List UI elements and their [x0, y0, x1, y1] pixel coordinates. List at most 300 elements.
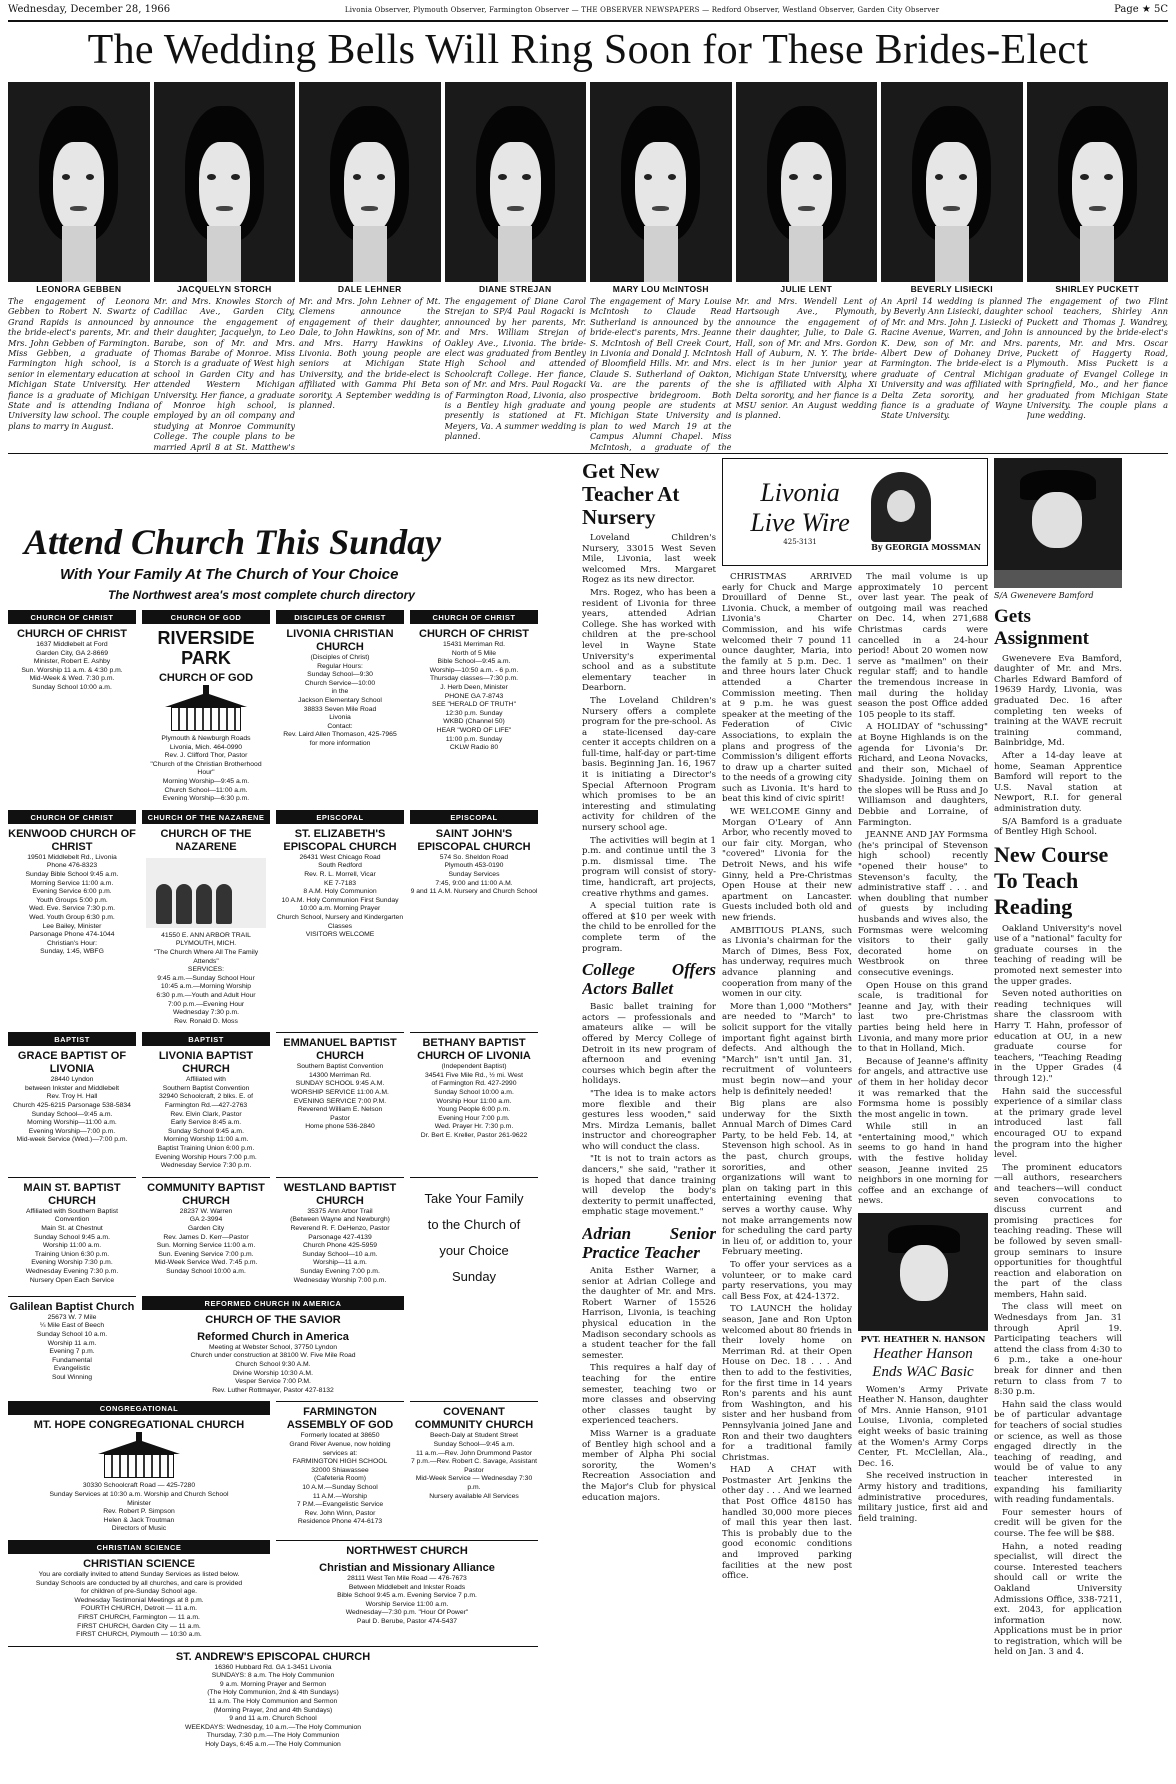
church-detail: 38833 Seven Mile Road	[303, 705, 377, 713]
church-name: WESTLAND BAPTIST CHURCH	[283, 1181, 397, 1207]
church-listing	[142, 810, 270, 1027]
paragraph: Hahn said the successful experience of a similar class at the primary grade level introduced last fall encouraged OU to expand the program into the higher level.	[994, 1086, 1122, 1161]
hanson-headline: Heather Hanson Ends WAC Basic	[872, 1345, 974, 1380]
church-category: CONGREGATIONAL	[8, 1402, 270, 1415]
bride-name: JACQUELYN STORCH	[176, 284, 272, 294]
church-detail: 28111 West Ten Mile Road — 476-7673	[347, 1574, 467, 1582]
bride-photo	[736, 82, 878, 282]
church-detail: Wednesday Evening 7:30 p.m.	[25, 1267, 119, 1275]
bride-story: Mr. and Mrs. Knowles Storch of Cadillac Ave., Garden City, announce the engagement of their daughter, Jacquelyn, to Leo Barabe, son of Mr. and Mrs. Thomas Barabe of Monroe. Miss Storch is a graduate of West high school in Garden City and has attended Western Michigan University. Her fiance, a graduate of Monroe high school, is employed by an oil company and studying at Monroe Community College. The couple plans to be married April 8 at St. Matthew's	[153, 296, 295, 452]
paragraph: CHRISTMAS ARRIVED early for Chuck and Marge Drouillard of Denne St., Livonia. Chuck, a member of Livonia's Charter Commission, and his wife welcomed their 7 pound 11 ounce daughter, Maria, into the family at 5 p.m. Dec. 1 and three hours later Chuck attended a Charter Commission meeting. Then at 9 p.m. he was guest speaker at the meeting of the Federation of Civic Associations, to explain the plans and progress of the Commission's diligent efforts to draw up a charter suited to the needs of a growing city such as Livonia. It's hard to beat this kind of civic spirit!	[722, 572, 852, 805]
church-detail: 25673 W. 7 Mile	[47, 1313, 97, 1321]
church-detail: Wednesday—7:30 p.m. "Hour Of Power"	[345, 1609, 469, 1617]
paragraph: "It is not to train actors as dancers," she said, "rather it is hoped that dance training will develop the body's dexterity to permit unaffected, emphatic stage movement."	[582, 1154, 716, 1218]
church-detail: Morning Service 11:00 a.m.	[30, 879, 114, 887]
bride-story: The engagement of Leonora Gebben to Robert N. Swartz of Grand Rapids is announced by the bride-elect's parents, Mr. and Mrs. John Gebben of Farmington. Miss Gebben, a graduate of Farmington high school, is a senior in elementary education at Michigan State University. Her fiance is a graduate of Michigan State and is attending Indiana University law school. The couple plans to marry in August.	[8, 296, 150, 431]
church-detail: Southern Baptist Convention	[296, 1063, 384, 1071]
church-detail: Rev. Elvin Clark, Pastor	[170, 1110, 242, 1118]
photo-part	[1080, 174, 1088, 180]
drawing-part	[171, 707, 241, 731]
church-detail: Thursday classes—7:30 p.m.	[429, 675, 519, 683]
columnist-photo	[871, 472, 931, 542]
church-detail: Wed. Prayer Hr. 7:30 p.m.	[434, 1123, 514, 1131]
church-category: REFORMED CHURCH IN AMERICA	[142, 1297, 404, 1310]
church-building-drawing	[94, 1436, 184, 1478]
church-detail: Wednesday Worship 7:00 p.m.	[293, 1276, 387, 1284]
church-detail: Formerly located at 38650	[300, 1432, 380, 1440]
live-wire-column	[722, 458, 988, 1776]
bride-photo	[8, 82, 150, 282]
church-detail: PLYMOUTH, MICH.	[175, 940, 237, 948]
church-detail: Contact:	[327, 722, 353, 730]
church-detail: Mid-Week Service Wed. 7:45 p.m.	[154, 1259, 258, 1267]
paragraph: Women's Army Private Heather N. Hanson, daughter of Mrs. Annie Hanson, 9101 Louise, Livonia, completed eight weeks of basic training at the Women's Army Corps Center, Ft. McClellan, Ala., Dec. 16.	[858, 1384, 988, 1469]
photo-part	[498, 226, 532, 282]
church-detail: Bible School 9:45 a.m. Evening Service 7 p.m.	[337, 1592, 477, 1600]
church-name: CHURCH OF THE SAVIOR	[205, 1313, 341, 1326]
church-detail: Sunday School 9:45 a.m.	[34, 1233, 110, 1241]
church-name: NORTHWEST CHURCH	[346, 1544, 468, 1557]
church-detail: Evangelistic	[53, 1365, 91, 1373]
right-column	[994, 458, 1122, 1776]
photo-part	[1104, 174, 1112, 180]
church-detail: SUNDAYS: 8 a.m. The Holy Communion	[211, 1672, 335, 1680]
paragraph: Mrs. Rogez, who has been a resident of Livonia for three years, attended Adrian College. She has worked with children at the pre-school level in Wayne State University's experimental school and as a substitute elementary teacher in Dearborn.	[582, 587, 716, 694]
church-detail: Rev. James D. Kerr—Pastor	[163, 1233, 249, 1241]
bride-story: The engagement of Diane Carol Strejan to SP/4 Paul Rogacki is announced by her parents, Mr. and Mrs. William Strejan of Oakley Ave., Livonia. The bride-elect was graduated from Bentley High School and attended Schoolcraft College. Her fiance, son of Mr. and Mrs. Paul Rogacki of Farmington Road, Livonia, also is a Bentley high graduate and presently is stationed at Ft. Meyers, Va. A summer wedding is planned.	[444, 296, 586, 442]
church-listing	[142, 610, 270, 804]
church-listing	[410, 1177, 538, 1290]
church-detail: 7:45, 9:00 and 11:00 A.M.	[435, 879, 513, 887]
church-listing	[276, 1032, 404, 1171]
church-detail: Wednesday Testimonial Meetings at 8 p.m.	[74, 1596, 204, 1604]
photo-part	[781, 142, 832, 234]
bride-name: JULIE LENT	[780, 284, 833, 294]
paragraph: "The idea is to make actors more flexible and their gestures less wooden," said Mrs. Mirdza Lemanis, ballet instructor and choreographer who will conduct the class.	[582, 1088, 716, 1152]
paragraph: S/A Bamford is a graduate of Bentley High School.	[994, 816, 1122, 838]
photo-part	[207, 226, 241, 282]
church-detail: Church Phone 425-5959	[302, 1242, 378, 1250]
paragraph: Hahn, a noted reading specialist, will direct the course. Interested teachers should call or write the Oakland University Admissions Office, 338-7211, ext. 2043, for application information now. Applications must be in prior to registration, which will be held on Jan. 3 and 4.	[994, 1541, 1122, 1658]
church-detail: Holy Days, 6:45 a.m.—The Holy Communion	[205, 1741, 341, 1749]
photo-part	[522, 174, 530, 180]
paragraph: HAD A CHAT with Postmaster Art Jenkins the other day . . . And we learned that Post Office 48150 has handled 30,000 more pieces of mail this year then last. This is probably due to the good economic conditions and improved parking facilities at the new post office.	[722, 1465, 852, 1582]
church-name: CHURCH OF CHRIST	[419, 628, 529, 640]
church-listing	[8, 610, 136, 804]
church-detail: 14300 Merriman Rd.	[309, 1071, 371, 1079]
church-name: KENWOOD CHURCH OF CHRIST	[8, 827, 136, 853]
paragraph: While still in an "entertaining mood," which seems to go hand in hand with the festive holiday season, Jeanne invited 25 neighbors in one morning for coffee and an exchange of news.	[858, 1122, 988, 1207]
church-name: CHURCH OF THE NAZARENE	[160, 827, 252, 853]
page-number: Page ★ 5C	[1114, 4, 1168, 15]
church-listing	[8, 1177, 136, 1290]
church-detail: Church School 9:30 A.M.	[235, 1361, 311, 1368]
church-listing	[8, 1540, 270, 1640]
church-name: GRACE BAPTIST OF LIVONIA	[17, 1050, 127, 1076]
church-detail: FARMINGTON HIGH SCHOOL	[292, 1458, 388, 1466]
church-category: CHURCH OF CHRIST	[410, 611, 538, 624]
church-detail: Sunday Schools are conducted by all churches, and care is provided	[35, 1579, 243, 1587]
paragraph: The Loveland Children's Nursery offers a complete program for the pre-school. As a state-licensed day-care center it accepts children on a full-time, half-day or part-time basis. Beginning Jan. 16, 1967 it is initiating a Director's Special Afternoon Program which promises to be an interesting and stimulating activity for children of the nursery school age.	[582, 695, 716, 834]
church-name: COMMUNITY BAPTIST CHURCH	[147, 1181, 265, 1207]
church-detail: KE 7-7183	[323, 879, 357, 887]
bride-story: Mr. and Mrs. John Lehner of Mt. Clemens announce the engagement of their daughter, Dale, to John Hawkins, son of Mr. and Mrs. Harry Hawkins of Livonia. Both young people are seniors at Michigan State University, and the bride-elect is affiliated with Gamma Phi Beta sorority. A September wedding is planned.	[299, 296, 441, 411]
church-detail: Garden City, GA 2-8669	[35, 649, 109, 657]
church-detail: Evening Worship Hours 7:00 p.m.	[155, 1153, 257, 1161]
church-detail: 7:00 p.m.—Evening Hour	[167, 1000, 245, 1008]
church-category: EPISCOPAL	[276, 811, 404, 824]
church-listing	[410, 1401, 538, 1534]
paragraph: Oakland University's novel use of a "national" faculty for graduate courses in the teaching of reading will be promoted next semester into the upper grades.	[994, 923, 1122, 987]
church-detail: Baptist Training Union 6:00 p.m.	[157, 1145, 255, 1153]
church-detail: "Church of the Christian Brotherhood Hour"	[150, 760, 262, 777]
church-detail: 32940 Schoolcraft, 2 blks. E. of	[158, 1093, 254, 1101]
tagline-line: Take Your Family	[424, 1190, 524, 1206]
church-detail: (The Holy Communion, 2nd & 4th Sundays)	[207, 1689, 339, 1697]
live-wire-col2	[858, 572, 988, 1776]
church-detail: Morning Worship—9:45 a.m.	[162, 777, 250, 785]
paragraph: The activities will begin at 1 p.m. and continue until the 3 p.m. dismissal time. The program will consist of story-time, handicraft, art projects, creative rhythms and games.	[582, 835, 716, 899]
church-detail: 9 and 11 a.m. Church School	[229, 1715, 317, 1723]
church-detail: EVENING SERVICE 7:00 P.M.	[293, 1097, 387, 1105]
photo-part	[507, 206, 524, 211]
church-detail: PHONE GA 7-8743	[444, 692, 504, 700]
church-detail: Lee Bailey, Minister	[42, 922, 102, 930]
church-detail: Sun. Worship 11 a.m. & 4:30 p.m.	[21, 666, 123, 674]
paragraph: This requires a half day of teaching for the entire semester, teaching two or more classes and observing other classes taught by experienced teachers.	[582, 1363, 716, 1427]
paragraph: Big plans are also underway for the Sixth Annual March of Dimes Card Party, to be held Feb. 14, at Stevenson high school. As in the past, church groups, sororities, and other organizations will want to plan on taking part in this entertaining evening that serves a worthy cause. Why not make arrangements now for scheduling the card party in lieu of, or addition to, your February meeting.	[722, 1099, 852, 1258]
church-name: ST. ELIZABETH'S EPISCOPAL CHURCH	[283, 827, 397, 853]
church-detail: North of 5 Mile	[451, 649, 497, 657]
church-detail: 10 A.M.—Sunday School	[302, 1483, 378, 1491]
church-detail: 12:30 p.m. Sunday	[445, 709, 503, 717]
church-detail: in the	[331, 688, 349, 696]
church-detail: Phone 476-8323	[46, 862, 98, 870]
drawing-part	[165, 693, 247, 707]
church-detail: Church Service—10:00	[304, 679, 376, 687]
church-category: CHRISTIAN SCIENCE	[8, 1541, 270, 1554]
church-detail: Mid-Week Service — Wednesday 7:30 p.m.	[415, 1475, 533, 1491]
church-detail: Minister, Robert E. Ashby	[33, 658, 111, 666]
paragraph: The prominent educators —all authors, researchers and teachers—will conduct seven convocations to discuss current and promising practices for teaching reading. These will be followed by seven small-group seminars to insure opportunities for thoughtful reaction and elaboration on the part of the class members, Hahn said.	[994, 1162, 1122, 1300]
church-building-drawing	[161, 689, 251, 731]
bride-name: SHIRLEY PUCKETT	[1055, 284, 1140, 294]
church-listing	[142, 1296, 404, 1396]
church-category: BAPTIST	[8, 1033, 136, 1046]
church-detail: 11 a.m. The Holy Communion and Sermon	[208, 1698, 338, 1706]
church-detail: Paul D. Berube, Pastor 474-5437	[356, 1617, 458, 1625]
figure	[216, 884, 232, 924]
photo-part	[900, 1245, 948, 1301]
church-detail: 7 p.m.—Rev. Robert C. Savage, Assistant Pastor	[410, 1458, 538, 1474]
photo-part	[498, 174, 506, 180]
church-detail: Worship Service 11:00 a.m.	[365, 1600, 449, 1608]
church-tagline	[410, 1186, 538, 1290]
church-name: BETHANY BAPTIST CHURCH OF LIVONIA	[417, 1037, 531, 1063]
drawing-part	[98, 1440, 180, 1454]
church-detail: Rev. R. L. Morrell, Vicar	[304, 870, 376, 878]
church-category: BAPTIST	[142, 1033, 270, 1046]
church-detail: Mid-Week & Wed. 7:30 p.m.	[29, 675, 115, 683]
hanson-caption: PVT. HEATHER N. HANSON	[860, 1334, 986, 1345]
paragraph: TO LAUNCH the holiday season, Jane and Ron Upton welcomed about 80 friends in their lovely home on Merriman Rd. at their Open House on Dec. 18 . . . And then to add to the festivities, for the first time in 14 years Ron's parents and his aunt from Washington, and his sister and her husband from Pennsylvania joined Jane and Ron and their two daughters for a traditional family Christmas.	[722, 1304, 852, 1463]
church-detail: 7 P.M.—Evangelistic Service	[296, 1501, 384, 1509]
photo-part	[62, 226, 96, 282]
church-directory-subtitle: With Your Family At The Church of Your Choice	[60, 566, 399, 583]
church-detail: ¼ Mile East of Beech	[39, 1322, 105, 1330]
church-detail: SERVICES:	[187, 966, 225, 974]
church-category: CHURCH OF THE NAZARENE	[142, 811, 270, 824]
paragraph: Gwenevere Eva Bamford, daughter of Mr. and Mrs. Charles Edward Bamford of 19639 Hardy, Livonia, was graduated Dec. 16 after completing ten weeks of training at the WAVE recruit training command, Bainbridge, Md.	[994, 653, 1122, 749]
church-detail: Jackson Elementary School	[298, 696, 382, 704]
church-detail: Sunday School 10:00 a.m.	[166, 1267, 246, 1275]
figure	[156, 884, 172, 924]
church-detail: J. Herb Deen, Minister	[440, 683, 508, 691]
church-detail: 15431 Merriman Rd.	[443, 641, 505, 648]
paragraph: AMBITIOUS PLANS, such as Livonia's chairman for the March of Dimes, Bess Fox, has underway, requires much advance planning and cooperation from many of the women in our city.	[722, 925, 852, 1000]
church-listing	[276, 810, 404, 1027]
church-detail: 11 a.m.—Rev. John Drummond Pastor	[415, 1449, 533, 1457]
church-detail: of Farmington Rd. 427-2990	[431, 1080, 517, 1088]
family-illustration	[146, 858, 266, 928]
church-detail: WKBD (Channel 50)	[443, 718, 505, 726]
church-detail: Grand River Avenue, now holding	[289, 1440, 391, 1448]
church-listing	[410, 1032, 538, 1171]
church-detail: Garden City	[187, 1225, 225, 1232]
church-detail: CKLW Radio 80	[449, 744, 499, 752]
bride-story: Mr. and Mrs. Wendell Lent of Hartsough Ave., Plymouth, announce the engagement of their daughter, Julie, to Dale G. Hall, son of Mr. and Mrs. Gordon Hall of Auburn, N. Y. The bride-elect is in her junior year at Michigan State University, where she is affiliated with Alpha Xi Delta sorority, and her fiance is a MSU senior. An August wedding is planned.	[735, 296, 877, 421]
paragraph: Four semester hours of credit will be given for the course. The fee will be $88.	[994, 1507, 1122, 1539]
photo-part	[207, 174, 215, 180]
church-detail: Wed. Youth Group 6:30 p.m.	[29, 913, 115, 921]
church-detail: Rev. Ronald D. Moss	[174, 1017, 238, 1025]
photo-part	[789, 174, 797, 180]
church-detail: Rev. Robert P. Simpson	[103, 1508, 175, 1516]
middle-column	[582, 458, 716, 1776]
church-name: SAINT JOHN'S EPISCOPAL CHURCH	[417, 827, 531, 853]
church-detail: 28237 W. Warren	[179, 1207, 233, 1215]
church-detail: Sun. Evening Service 7:00 p.m.	[158, 1250, 254, 1258]
paragraph: JEANNE AND JAY Formsma (he's principal of Stevenson high school) recently "opened their house" to Stevenson's faculty, the administrative staff . . . and when doubling that number of guests by including husbands and wives also, the Formsmas were welcoming visitors to their gaily decorated home on Westbrook on three consecutive evenings.	[858, 830, 988, 978]
church-detail: Nursery Open Each Service	[29, 1276, 115, 1284]
paragraph: Because of Jeanne's affinity for angels, and attractive use of them in her holiday decor it was remarked that the Formsma home is possibly the most angelic in town.	[858, 1056, 988, 1120]
church-grid	[8, 610, 576, 1750]
bride-names	[8, 284, 1168, 296]
church-detail: for more information	[309, 739, 371, 747]
church-detail: Between Middlebelt and Inkster Roads	[348, 1583, 466, 1591]
church-detail: Residence Phone 474-6173	[297, 1518, 383, 1526]
church-detail: You are cordially invited to attend Sunday Services as listed below.	[38, 1570, 240, 1578]
bride-story: The engagement of Mary Louise McIntosh to Claude Read Sutherland is announced by the bride-elect's parents, Mrs. Jeanne S. McIntosh of Bell Creek Court, in Livonia and Donald J. McIntosh of Bloomfield Hills. Mr. and Mrs. Claude S. Sutherland of Oakton, Va. are the parents of the prospective bridegroom. Both young people are students at Michigan State University and plan to wed March 19 at the Campus Alumni Chapel. Miss McIntosh, a graduate of the	[590, 296, 732, 452]
church-detail: Sunday School—10 a.m.	[302, 1250, 378, 1258]
church-detail: Evening 7 p.m.	[49, 1348, 95, 1356]
church-detail: 32000 Shiawassee	[311, 1466, 369, 1474]
church-detail: 28440 Lyndon	[50, 1076, 94, 1084]
church-detail: 30330 Schoolcraft Road — 425-7280	[82, 1482, 196, 1490]
bride-story: The engagement of two Flint school teachers, Shirley Ann Puckett and Thomas J. Wandrey, is announced by the bride-elect's parents, Mr. and Mrs. Oscar Puckett of Haggerty Road, Plymouth. Miss Puckett is a graduate of Evangel College in Springfield, Mo., and her fiance graduated from Michigan State University. The couple plans a June wedding.	[1026, 296, 1168, 421]
photo-part	[490, 142, 541, 234]
church-detail: Divine Worship 10:30 A.M.	[233, 1369, 313, 1377]
photo-part	[353, 226, 387, 282]
ballet-article	[582, 1002, 716, 1218]
church-category: DISCIPLES OF CHRIST	[276, 611, 404, 624]
church-name: CHRISTIAN SCIENCE	[83, 1557, 195, 1570]
church-name-sub: Christian and Missionary Alliance	[319, 1561, 495, 1574]
church-detail: Main St. at Chestnut	[41, 1225, 103, 1232]
photo-part	[644, 226, 678, 282]
photo-part	[652, 206, 669, 211]
bamford-article	[994, 654, 1122, 838]
church-detail: Rev. J. Clifford Thor, Pastor	[164, 752, 248, 760]
paragraph: She received instruction in Army history and traditions, administrative procedures, military justice, first aid and field training.	[858, 1471, 988, 1524]
church-detail: Evening Hour 7:00 p.m.	[438, 1114, 510, 1122]
page-headline: The Wedding Bells Will Ring Soon for These Brides-Elect	[87, 27, 1089, 73]
bride-photos	[8, 82, 1168, 282]
church-detail: 9 and 11 A.M. Nursery and Church School	[410, 888, 538, 896]
drawing-part	[203, 685, 209, 695]
church-detail: between Inkster and Middlebelt	[24, 1084, 120, 1092]
paragraph: A HOLIDAY of "schussing" at Boyne Highlands is on the agenda for Livonia's Dr. Richard, and Leona Novacks, and their son, Michael of Shadyside. Joining them on the slopes will be Russ and Jo Williamson and daughters, Debbie and Lorraine, of Farmington.	[858, 722, 988, 828]
paragraph: After a 14-day leave at home, Seaman Apprentice Bamford will report to the U.S. Naval station at Newport, R.I. for general administration duty.	[994, 750, 1122, 814]
church-detail: Sun. Morning Service 11:00 a.m.	[156, 1242, 256, 1250]
church-detail: 26431 West Chicago Road	[299, 853, 381, 861]
church-detail: 6:30 p.m.—Youth and Adult Hour	[156, 991, 256, 999]
church-detail: Sunday Bible School 9:45 a.m.	[25, 870, 119, 878]
church-detail: Sunday School 9:45 a.m.	[168, 1127, 244, 1135]
masthead	[8, 4, 1168, 22]
bride-stories	[8, 296, 1168, 454]
drawing-part	[104, 1454, 174, 1478]
bride-name: DALE LEHNER	[337, 284, 402, 294]
church-detail: Sunday Services at 10:30 a.m. Worship and Church School	[49, 1490, 229, 1498]
church-detail: Pastor	[330, 1114, 350, 1122]
church-detail: 11:00 p.m. Sunday	[445, 735, 503, 743]
church-detail: Training Union 6:30 p.m.	[34, 1250, 110, 1258]
church-detail: (Morning Prayer, 2nd and 4th Sundays)	[213, 1706, 333, 1714]
church-detail: Worship 11 a.m.	[47, 1339, 97, 1347]
church-name: COVENANT COMMUNITY CHURCH	[414, 1406, 534, 1432]
church-name: MAIN ST. BAPTIST CHURCH	[23, 1181, 121, 1207]
bride-story: An April 14 wedding is planned by Beverly Ann Lisiecki, daughter of Mr. and Mrs. John J. Lisiecki of Racine Avenue, Warren, and John K. Dew, son of Mr. and Mrs. Albert Dew of Dohaney Drive, Farmington. The bride-elect is a graduate of Central Michigan University and was affiliated with Delta Zeta sorority, and her fiance is a graduate of Wayne State University.	[881, 296, 1023, 421]
church-detail: Minister	[127, 1499, 151, 1507]
paragraph: Seven noted authorities on reading techniques will share the classroom with Harry T. Hahn, professor of education at OU, in a new graduate course for teachers, "Teaching Reading in the Upper Grades (4 through 12)."	[994, 989, 1122, 1084]
live-wire-body	[722, 572, 988, 1776]
photo-part	[813, 174, 821, 180]
figure	[176, 884, 192, 924]
church-detail: 10:45 a.m.—Morning Worship	[160, 983, 252, 991]
church-detail: Early Service 8:45 a.m.	[170, 1119, 242, 1127]
church-detail: "The Church Where All The Family Attends"	[153, 948, 259, 965]
nursery-headline: Get New Teacher At Nursery	[582, 459, 680, 529]
church-detail: 16360 Hubbard Rd. GA 1-3451 Livonia	[214, 1663, 332, 1671]
church-detail: Church 425-6215 Parsonage 538-5834	[13, 1102, 131, 1110]
church-detail: Affiliated with	[186, 1076, 226, 1084]
church-name: Galilean Baptist Church	[9, 1300, 135, 1313]
church-detail: 574 So. Sheldon Road	[439, 853, 509, 861]
church-detail: Worship 11:00 a.m.	[42, 1242, 102, 1250]
church-detail: Parsonage Phone 474-1044	[29, 931, 115, 939]
church-detail: (Between Wayne and Newburgh)	[290, 1216, 390, 1224]
church-name: ST. ANDREW'S EPISCOPAL CHURCH	[175, 1650, 371, 1663]
church-detail: Rev. John Winn, Pastor	[304, 1509, 376, 1517]
church-name: MT. HOPE CONGREGATIONAL CHURCH	[33, 1419, 245, 1432]
church-detail: Evening Service 6:00 p.m.	[32, 888, 112, 896]
church-detail: SEE "HERALD OF TRUTH"	[431, 701, 516, 709]
church-detail: Sunday School 10 a.m.	[36, 1331, 108, 1338]
bride-photo	[881, 82, 1023, 282]
photo-part	[231, 174, 239, 180]
church-detail: 1637 Middlebelt at Ford	[36, 641, 108, 648]
bride-name: MARY LOU McINTOSH	[612, 284, 709, 294]
church-detail: Youth Groups 5:00 p.m.	[36, 896, 108, 904]
photo-part	[943, 206, 960, 211]
church-detail: Livonia, Mich. 464-0990	[169, 743, 243, 751]
church-detail: Evening Worship—7:00 p.m.	[28, 1127, 116, 1135]
photo-part	[1072, 142, 1123, 234]
church-listing	[276, 610, 404, 804]
photo-part	[1080, 226, 1114, 282]
photo-part	[935, 226, 969, 282]
church-detail: Evening Worship 7:30 p.m.	[31, 1259, 113, 1267]
church-listing	[8, 1401, 270, 1534]
church-category: CHURCH OF CHRIST	[8, 811, 136, 824]
church-name: RIVERSIDE PARK	[157, 628, 255, 668]
masthead-center: Livonia Observer, Plymouth Observer, Farmington Observer — THE OBSERVER NEWSPAPERS — Redford Observer, Westland Observer, Garden City Observer	[344, 6, 940, 14]
church-detail: Sunday School—9:45 a.m.	[31, 1110, 113, 1118]
church-detail: Bible School—9:45 a.m.	[437, 658, 511, 666]
photo-part	[216, 206, 233, 211]
photo-part	[635, 142, 686, 234]
paragraph: A special tuition rate is offered at $10 per week with the child to be enrolled for the complete term of the program.	[582, 901, 716, 954]
figure	[196, 884, 212, 924]
drawing-part	[136, 1432, 142, 1442]
tagline-line: Sunday	[451, 1268, 497, 1284]
hanson-photo	[858, 1213, 988, 1331]
church-detail: Plymouth 453-0190	[444, 862, 504, 870]
church-detail: Sunday Services	[448, 870, 500, 878]
church-detail: Vesper Service 7:00 P.M.	[235, 1378, 311, 1386]
church-listing	[8, 810, 136, 1027]
photo-part	[798, 206, 815, 211]
church-detail: 9 a.m. Morning Prayer and Sermon	[219, 1680, 327, 1688]
photo-part	[789, 226, 823, 282]
church-category: CHURCH OF CHRIST	[8, 611, 136, 624]
church-detail: Regular Hours:	[317, 662, 363, 670]
church-detail: Directors of Music	[111, 1525, 167, 1533]
church-directory-title: Attend Church This Sunday	[24, 522, 442, 562]
church-name: EMMANUEL BAPTIST CHURCH	[283, 1037, 397, 1063]
church-detail: 9:45 a.m.—Sunday School Hour	[157, 974, 255, 982]
church-detail: Worship—10:50 a.m. - 6 p.m.	[429, 666, 519, 674]
church-detail: Wednesday Service 7:30 p.m.	[160, 1162, 252, 1170]
church-category: CHURCH OF GOD	[142, 611, 270, 624]
church-detail: 10:00 a.m. Morning Prayer	[299, 905, 381, 913]
bamford-photo	[994, 458, 1122, 588]
church-detail: Parsonage 427-4139	[308, 1233, 372, 1241]
church-listing	[8, 1032, 136, 1171]
paragraph: Loveland Children's Nursery, 33015 West Seven Mile, Livonia, last week welcomed Mrs. Margaret Rogez as its new director.	[582, 533, 716, 586]
paragraph: More than 1,000 "Mothers" are needed to "March" to solicit support for the vitally important fight against birth defects. And although the "March" isn't until Jan. 31, recruitment of volunteers must begin now—and your help is definitely needed!	[722, 1001, 852, 1097]
church-detail: Meeting at Webster School, 37750 Lyndon	[208, 1343, 338, 1351]
church-detail: Rev. Luther Rottmayer, Pastor 427-8132	[212, 1386, 334, 1394]
church-detail: Rev. Laird Allen Thomason, 425-7965	[283, 731, 397, 739]
church-name: FARMINGTON ASSEMBLY OF GOD	[286, 1406, 394, 1432]
church-detail: South Redford	[318, 862, 362, 870]
church-detail: Thursday, 7:30 p.m.—The Holy Communion	[206, 1732, 340, 1740]
adrian-article	[582, 1266, 716, 1503]
photo-part	[70, 206, 87, 211]
bride-photo	[1027, 82, 1169, 282]
